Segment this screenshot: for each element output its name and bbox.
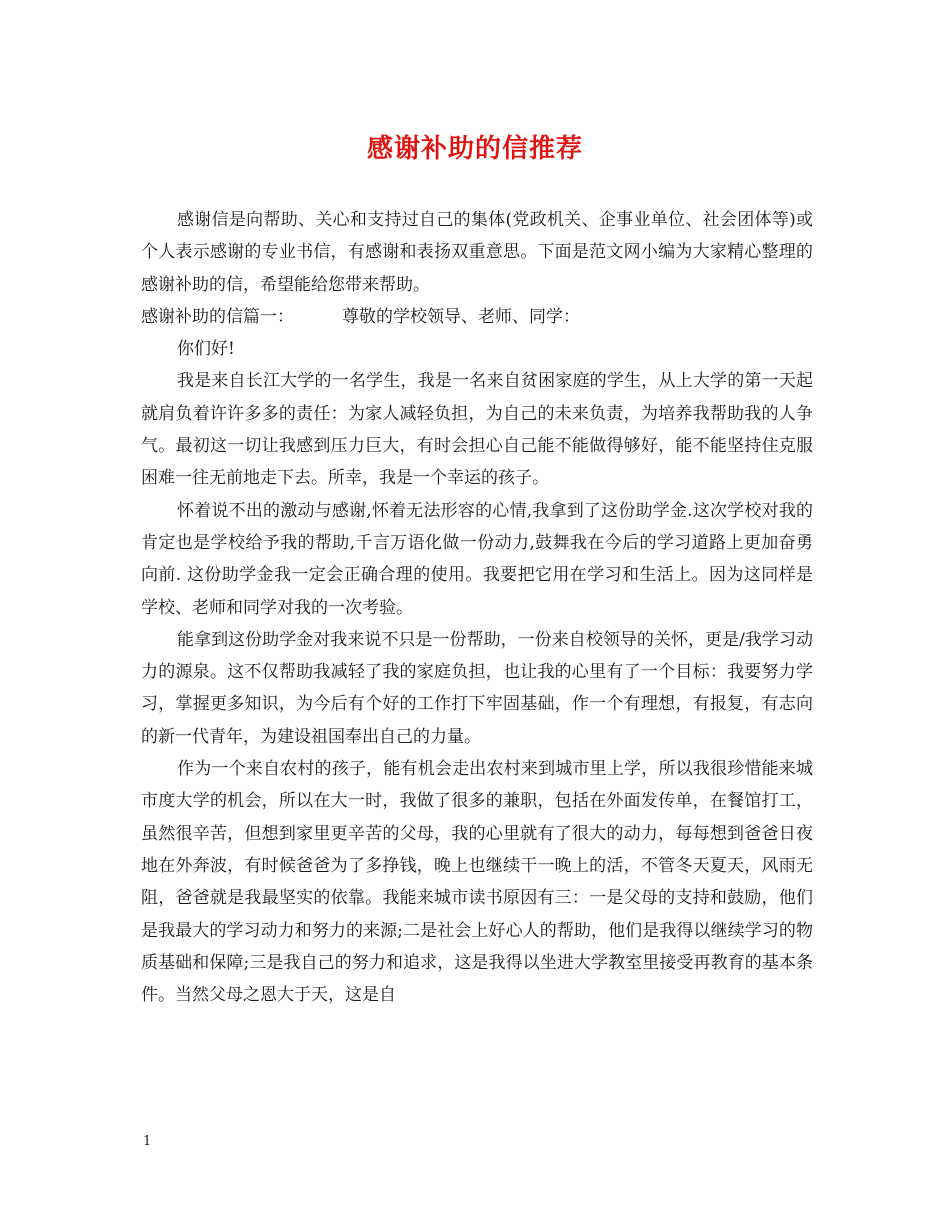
salutation: 尊敬的学校领导、老师、同学： <box>342 306 580 327</box>
letter-paragraph: 怀着说不出的激动与感谢,怀着无法形容的心情,我拿到了这份助学金.这次学校对我的肯定也是学校给予我的帮助,千言万语化做一份动力,鼓舞我在今后的学习道路上更加奋勇向前. 这份助学金我一定会正确合理的使用。我要把它用在学习和生活上。因为这同样是学校、老师和同学对我的一次考验。 <box>141 500 813 618</box>
letter-paragraph: 作为一个来自农村的孩子，能有机会走出农村来到城市里上学，所以我很珍惜能来城市度大学的机会，所以在大一时，我做了很多的兼职，包括在外面发传单，在餐馆打工，虽然很辛苦，但想到家里更辛苦的父母，我的心里就有了很大的动力，每每想到爸爸日夜地在外奔波，有时候爸爸为了多挣钱，晚上也继续干一晚上的活，不管冬天夏天，风雨无阻，爸爸就是我最坚实的依靠。我能来城市读书原因有三：一是父母的支持和鼓励，他们是我最大的学习动力和努力的来源;二是社会上好心人的帮助，他们是我得以继续学习的物质基础和保障;三是我自己的努力和追求，这是我得以坐进大学教室里接受再教育的基本条件。当然父母之恩大于天，这是自 <box>141 759 813 1006</box>
greeting: 你们好! <box>177 339 235 360</box>
section-label: 感谢补助的信篇一： <box>141 306 294 327</box>
letter-paragraph: 我是来自长江大学的一名学生，我是一名来自贫困家庭的学生，从上大学的第一天起就肩负着许许多多的责任：为家人减轻负担，为自己的未来负责，为培养我帮助我的人争气。最初这一切让我感到压力巨大，有时会担心自己能不能做得够好，能不能坚持住克服困难一往无前地走下去。所幸，我是一个幸运的孩子。 <box>141 371 813 489</box>
intro-paragraph: 感谢信是向帮助、关心和支持过自己的集体(党政机关、企事业单位、社会团体等)或个人表示感谢的专业书信，有感谢和表扬双重意思。下面是范文网小编为大家精心整理的感谢补助的信，希望能给您带来帮助。 <box>141 210 813 295</box>
page-number: 1 <box>143 1134 152 1149</box>
document-body <box>141 204 813 1011</box>
document-title: 感谢补助的信推荐 <box>366 134 583 164</box>
letter-paragraph: 能拿到这份助学金对我来说不只是一份帮助，一份来自校领导的关怀，更是/我学习动力的源泉。这不仅帮助我减轻了我的家庭负担，也让我的心里有了一个目标：我要努力学习，掌握更多知识，为今后有个好的工作打下牢固基础，作一个有理想，有报复，有志向的新一代青年，为建设祖国奉出自己的力量。 <box>141 629 813 747</box>
section-heading-line <box>141 301 813 333</box>
